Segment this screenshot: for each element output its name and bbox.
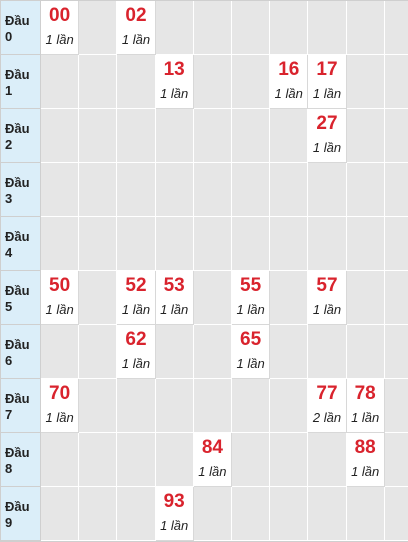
lottery-number: 13 xyxy=(163,59,185,80)
row-head-digit: 8 xyxy=(5,461,13,476)
row-head-digit: 7 xyxy=(5,407,13,422)
number-cell xyxy=(117,325,155,379)
empty-cell xyxy=(194,487,232,541)
row-head-digit: 9 xyxy=(5,515,13,530)
lottery-number: 27 xyxy=(316,113,338,134)
row-head-label: Đầu xyxy=(5,337,30,352)
empty-cell xyxy=(270,163,308,217)
row-head-digit: 6 xyxy=(5,353,13,368)
empty-cell xyxy=(117,433,155,487)
number-cell xyxy=(308,55,346,109)
occurrence-count: 1 lần xyxy=(121,32,151,47)
row-head-7 xyxy=(1,379,41,433)
occurrence-count: 1 lần xyxy=(45,32,74,47)
empty-cell xyxy=(232,379,270,433)
lottery-number: 62 xyxy=(125,329,147,350)
empty-cell xyxy=(156,325,194,379)
empty-cell xyxy=(194,109,232,163)
empty-cell xyxy=(41,217,79,271)
empty-cell xyxy=(79,163,117,217)
lottery-number: 50 xyxy=(49,275,71,296)
empty-cell xyxy=(308,487,346,541)
occurrence-count: 1 lần xyxy=(236,302,265,317)
empty-cell xyxy=(156,217,194,271)
occurrence-count: 1 lần xyxy=(351,464,380,479)
empty-cell xyxy=(117,379,155,433)
number-cell xyxy=(41,379,79,433)
row-head-digit: 4 xyxy=(5,245,13,260)
empty-cell xyxy=(270,379,308,433)
occurrence-count: 1 lần xyxy=(312,302,342,317)
empty-cell xyxy=(385,1,408,55)
empty-cell xyxy=(385,55,408,109)
lottery-number: 93 xyxy=(163,491,185,512)
empty-cell xyxy=(79,487,117,541)
row-head-6 xyxy=(1,325,41,379)
empty-cell xyxy=(194,1,232,55)
empty-cell xyxy=(117,163,155,217)
empty-cell xyxy=(347,271,385,325)
empty-cell xyxy=(347,1,385,55)
empty-cell xyxy=(347,487,385,541)
lottery-number: 53 xyxy=(163,275,185,296)
empty-cell xyxy=(270,217,308,271)
empty-cell xyxy=(385,433,408,487)
number-cell xyxy=(347,433,385,487)
occurrence-count: 1 lần xyxy=(121,302,151,317)
empty-cell xyxy=(156,379,194,433)
row-head-label: Đầu xyxy=(5,445,30,460)
empty-cell xyxy=(156,109,194,163)
empty-cell xyxy=(156,1,194,55)
row-head-8 xyxy=(1,433,41,487)
occurrence-count: 1 lần xyxy=(198,464,227,479)
row-head-digit: 1 xyxy=(5,83,13,98)
lottery-number: 55 xyxy=(240,275,262,296)
empty-cell xyxy=(79,109,117,163)
empty-cell xyxy=(117,109,155,163)
row-head-2 xyxy=(1,109,41,163)
row-head-1 xyxy=(1,55,41,109)
occurrence-count: 2 lần xyxy=(312,410,342,425)
empty-cell xyxy=(232,217,270,271)
empty-cell xyxy=(385,325,408,379)
occurrence-count: 1 lần xyxy=(236,356,265,371)
row-head-digit: 5 xyxy=(5,299,13,314)
empty-cell xyxy=(117,487,155,541)
number-cell xyxy=(270,55,308,109)
empty-cell xyxy=(385,163,408,217)
occurrence-count: 1 lần xyxy=(312,140,342,155)
empty-cell xyxy=(194,379,232,433)
row-head-label: Đầu xyxy=(5,229,30,244)
number-cell xyxy=(232,325,270,379)
empty-cell xyxy=(194,217,232,271)
occurrence-count: 1 lần xyxy=(160,302,189,317)
empty-cell xyxy=(41,55,79,109)
empty-cell xyxy=(308,1,346,55)
number-cell xyxy=(41,271,79,325)
row-head-label: Đầu xyxy=(5,391,30,406)
occurrence-count: 1 lần xyxy=(45,410,74,425)
empty-cell xyxy=(232,163,270,217)
lottery-number: 16 xyxy=(278,59,300,80)
number-cell xyxy=(308,109,346,163)
empty-cell xyxy=(347,109,385,163)
occurrence-count: 1 lần xyxy=(121,356,151,371)
empty-cell xyxy=(270,433,308,487)
empty-cell xyxy=(270,1,308,55)
empty-cell xyxy=(41,163,79,217)
empty-cell xyxy=(308,433,346,487)
empty-cell xyxy=(385,487,408,541)
empty-cell xyxy=(347,217,385,271)
empty-cell xyxy=(79,1,117,55)
lottery-number: 52 xyxy=(125,275,147,296)
row-head-9 xyxy=(1,487,41,541)
occurrence-count: 1 lần xyxy=(312,86,342,101)
row-head-label: Đầu xyxy=(5,499,30,514)
empty-cell xyxy=(232,109,270,163)
lottery-number: 57 xyxy=(316,275,338,296)
lottery-number: 02 xyxy=(125,5,147,26)
empty-cell xyxy=(232,487,270,541)
empty-cell xyxy=(41,487,79,541)
number-cell xyxy=(117,271,155,325)
empty-cell xyxy=(347,325,385,379)
empty-cell xyxy=(347,163,385,217)
row-head-digit: 0 xyxy=(5,29,13,44)
occurrence-count: 1 lần xyxy=(160,86,189,101)
number-cell xyxy=(347,379,385,433)
lottery-number: 00 xyxy=(49,5,71,26)
empty-cell xyxy=(79,379,117,433)
empty-cell xyxy=(117,55,155,109)
empty-cell xyxy=(347,55,385,109)
empty-cell xyxy=(308,163,346,217)
empty-cell xyxy=(232,1,270,55)
empty-cell xyxy=(232,433,270,487)
lottery-number: 77 xyxy=(316,383,338,404)
lottery-number: 17 xyxy=(316,59,338,80)
occurrence-count: 1 lần xyxy=(351,410,380,425)
occurrence-count: 1 lần xyxy=(45,302,74,317)
row-head-5 xyxy=(1,271,41,325)
empty-cell xyxy=(79,55,117,109)
empty-cell xyxy=(270,325,308,379)
empty-cell xyxy=(308,325,346,379)
row-head-digit: 2 xyxy=(5,137,13,152)
empty-cell xyxy=(308,217,346,271)
empty-cell xyxy=(41,325,79,379)
empty-cell xyxy=(79,433,117,487)
empty-cell xyxy=(79,325,117,379)
empty-cell xyxy=(194,271,232,325)
empty-cell xyxy=(270,109,308,163)
empty-cell xyxy=(194,55,232,109)
number-cell xyxy=(308,271,346,325)
empty-cell xyxy=(117,217,155,271)
lottery-number: 78 xyxy=(354,383,376,404)
empty-cell xyxy=(385,109,408,163)
empty-cell xyxy=(156,163,194,217)
number-cell xyxy=(117,1,155,55)
row-head-label: Đầu xyxy=(5,67,30,82)
empty-cell xyxy=(270,487,308,541)
row-head-label: Đầu xyxy=(5,175,30,190)
number-cell xyxy=(156,55,194,109)
row-head-4 xyxy=(1,217,41,271)
empty-cell xyxy=(232,55,270,109)
lottery-number: 70 xyxy=(49,383,71,404)
empty-cell xyxy=(270,271,308,325)
empty-cell xyxy=(156,433,194,487)
occurrence-count: 1 lần xyxy=(274,86,303,101)
empty-cell xyxy=(385,271,408,325)
empty-cell xyxy=(79,271,117,325)
lottery-number: 88 xyxy=(354,437,376,458)
number-cell xyxy=(308,379,346,433)
row-head-3 xyxy=(1,163,41,217)
row-head-digit: 3 xyxy=(5,191,13,206)
empty-cell xyxy=(194,325,232,379)
number-cell xyxy=(41,1,79,55)
empty-cell xyxy=(79,217,117,271)
number-cell xyxy=(232,271,270,325)
lottery-number: 84 xyxy=(201,437,223,458)
row-head-label: Đầu xyxy=(5,13,30,28)
empty-cell xyxy=(194,163,232,217)
empty-cell xyxy=(41,433,79,487)
row-head-label: Đầu xyxy=(5,121,30,136)
occurrence-count: 1 lần xyxy=(160,518,189,533)
empty-cell xyxy=(385,379,408,433)
empty-cell xyxy=(385,217,408,271)
empty-cell xyxy=(41,109,79,163)
number-cell xyxy=(156,487,194,541)
row-head-label: Đầu xyxy=(5,283,30,298)
number-cell xyxy=(156,271,194,325)
row-head-0 xyxy=(1,1,41,55)
number-cell xyxy=(194,433,232,487)
lottery-number: 65 xyxy=(240,329,262,350)
